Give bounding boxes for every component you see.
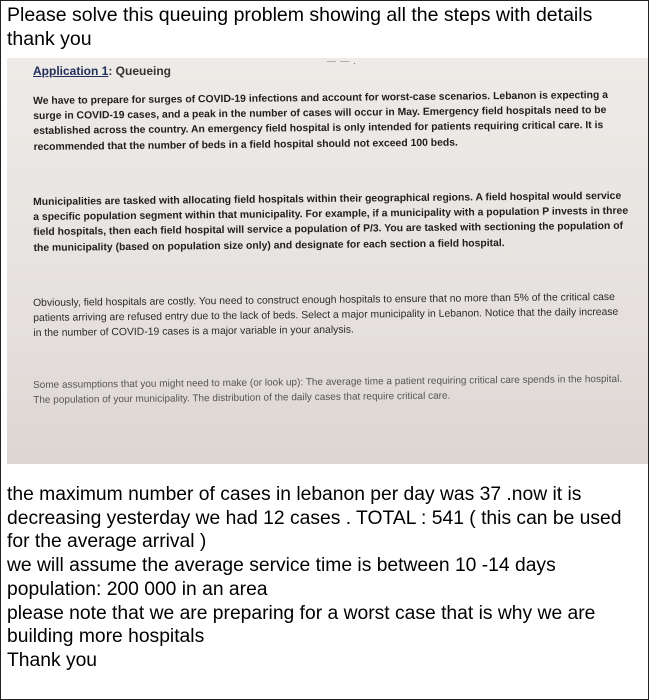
note-line-service-time: we will assume the average service time is between 10 -14 days: [7, 555, 556, 577]
note-line-thanks: Thank you: [7, 649, 98, 671]
application-title-label: Application 1: [33, 64, 109, 78]
question-request-text: Please solve this queuing problem showing all the steps with details thank you: [7, 4, 593, 50]
note-line-population: population: 200 000 in an area: [7, 578, 268, 600]
note-line-cases: the maximum number of cases in lebanon per day was 37 .now it is decreasing yesterday we had 12 cases . TOTAL : 541 ( this can be used for the average arrival ): [7, 484, 622, 553]
note-line-worst-case: please note that we are preparing for a worst case that is why we are building more hospitals: [7, 602, 596, 648]
clipped-heading-fragment: — — .: [327, 58, 357, 66]
paragraph-assumptions: Some assumptions that you might need to make (or look up): The average time a patient requiring critical care spends in the hospital. The population of your municipality. The distribution of the daily cases that require critical care.: [33, 373, 623, 406]
paragraph-cost-constraint: Obviously, field hospitals are costly. You need to construct enough hospitals to ensure that no more than 5% of the critical case patients arriving are refused entry due to the lack of beds. Select a major municipality in Lebanon. Notice that the daily increase in the number of COVID-19 cases is a major variable in your analysis.: [33, 291, 619, 340]
question-notes: [7, 483, 643, 673]
paragraph-municipality-allocation: Municipalities are tasked with allocating field hospitals within their geographical regions. A field hospital would service a specific population segment within that municipality. For example, if a municipality with a population P invests in three field hospitals, then each field hospital will service a population of P/3. You are tasked with sectioning the population of the municipality (based on population size only) and designate for each section a field hospital.: [33, 190, 629, 254]
application-title-suffix: : Queueing: [108, 64, 172, 78]
application-title: [33, 64, 171, 78]
paragraph-surge-preparation: We have to prepare for surges of COVID-19 infections and account for worst-case scenarios. Lebanon is expecting a surge in COVID-19 cases, and a peak in the number of cases will occur in May. Emergency field hospitals need to be established across the country. An emergency field hospital is only intended for patients requiring critical care. It is recommended that the number of beds in a field hospital should not exceed 100 beds.: [33, 89, 609, 153]
assignment-photo: [7, 58, 648, 464]
